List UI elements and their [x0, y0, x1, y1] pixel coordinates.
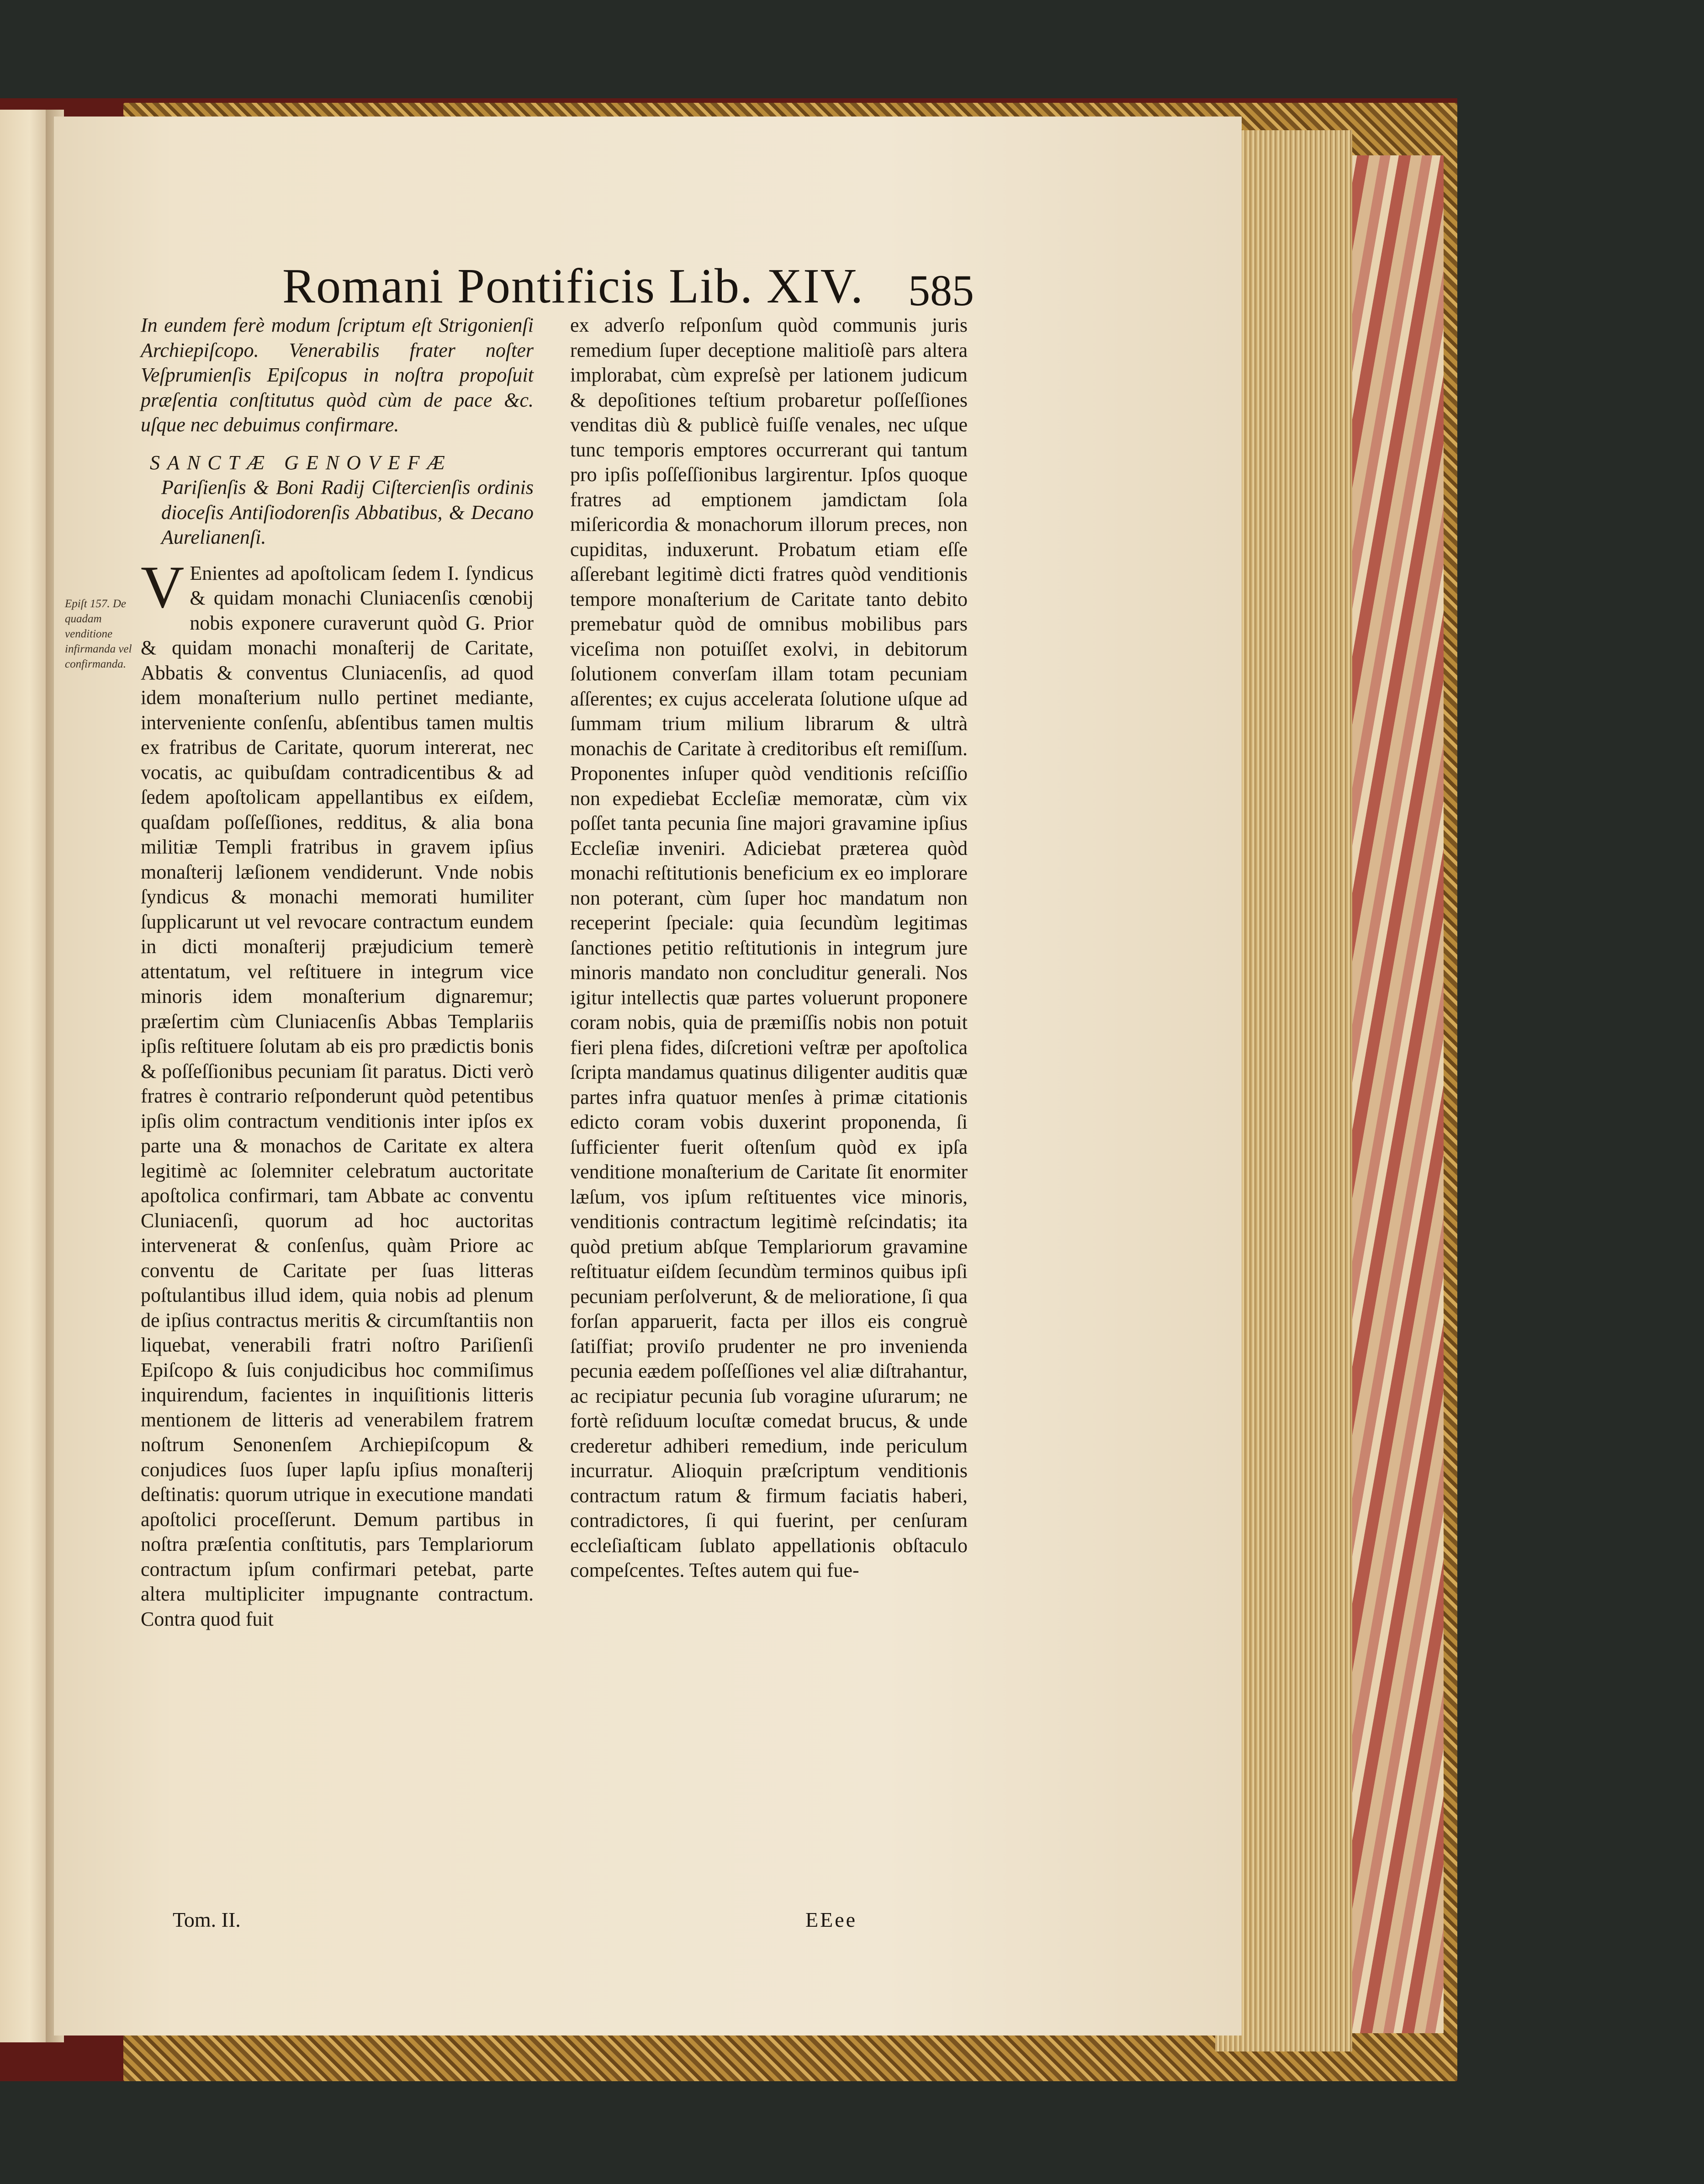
running-title: Romani Pontificis Lib. XIV. [282, 259, 864, 313]
addressee-rest: Pariſienſis & Boni Radij Ciſtercienſis ordinis dioceſis Antiſiodorenſis Abbatibus, & Decano Aurelianenſi. [161, 476, 534, 548]
letter-body-text: Enientes ad apoſtolicam ſedem I. ſyndicus & quidam monachi Cluniacenſis cœnobij nobis exponere curaverunt quòd G. Prior & quidam monachi monaſterij de Caritate, Abbatis & conventus Cluniacenſis, ad quod idem monaſterium nullo pertinet mediante, interveniente conſenſu, abſentibus tamen multis ex fratribus de Caritate, quorum intererat, nec vocatis, ac quibuſdam contradicentibus & ad ſedem apoſtolicam appellantibus ex eiſdem, quaſdam poſſeſſiones, redditus, & alia bona militiæ Templi fratribus in gravem ipſius monaſterij læſionem vendiderunt. Vnde nobis ſyndicus & monachi memorati humiliter ſupplicarunt ut vel revocare contractum eundem in dicti monaſterij præjudicium temerè attentatum, vel reſtituere in integrum vice minoris idem monaſterium dignaremur; præſertim cùm Cluniacenſis Abbas Templariis ipſis reſtituere ſolutam ab eis pro prædictis bonis & poſſeſſionibus pecuniam ſit paratus. Dicti verò fratres è contrario reſponderunt quòd petentibus ipſis olim contractum venditionis inter ipſos ex parte una & monachos de Caritate ex altera legitimè ac ſolemniter celebratum auctoritate apoſtolica confirmari, tam Abbate ac conventu Cluniacenſi, quorum ad hoc auctoritas intervenerat & conſenſus, quàm Priore ac conventu de Caritate per ſuas litteras poſtulantibus illud idem, quia nobis ad plenum de ipſius contractus meritis & circumſtantiis non liquebat, venerabili fratri noſtro Pariſienſi Epiſcopo & ſuis conjudicibus hoc commiſimus inquirendum, facientes in inquiſitionis litteris mentionem de litteris ad venerabilem fratrem noſtrum Senonenſem Archiepiſcopum & conjudices ſuos ſuper lapſu ipſius monaſterij deſtinatis: quorum utrique in executione mandati apoſtolici proceſſerunt. Demum partibus in noſtra præſentia conſtitutis, pars Templariorum contractum ipſum confirmari petebat, parte altera multipliciter impugnante contractum. Contra quod fuit [141, 562, 534, 1630]
addressee-caps: SANCTÆ GENOVEFÆ [150, 451, 452, 474]
letter-addressee [141, 451, 534, 550]
left-column [141, 313, 534, 1632]
volume-footer: Tom. II. [173, 1908, 241, 1931]
incipit-paragraph: In eundem ferè modum ſcriptum eſt Strigonienſi Archiepiſcopo. Venerabilis frater noſter Veſprumienſis Epiſcopus in noſtra propoſuit præſentia conſtitutus quòd cùm de pace &c. uſque nec debuimus confirmare. [141, 314, 534, 436]
letter-body [141, 553, 534, 1632]
book-page [54, 117, 1242, 2036]
signature-mark: EEee [805, 1908, 857, 1931]
page-number: 585 [908, 266, 974, 315]
right-column [570, 313, 968, 1583]
margin-note: Epiſt 157. De quadam venditione infirmanda vel confirmanda. [65, 598, 132, 670]
marbled-edge [1339, 155, 1444, 2033]
right-column-text: ex adverſo reſponſum quòd communis juris remedium ſuper deceptione malitioſè pars altera implorabat, cùm expreſsè per lationem judicum & depoſitiones teſtium probaretur poſſeſſiones venditas diù & publicè fuiſſe venales, nec uſque tunc temporis emptores occurrerant qui tantum pro ipſis poſſeſſionibus largirentur. Ipſos quoque fratres ad emptionem jamdictam ſola miſericordia & monachorum illorum preces, non cupiditas, induxerunt. Probatum etiam eſſe aſſerebant legitimè dicti fratres quòd venditionis tempore monaſterium de Caritate tanto debito premebatur quòd de omnibus mobilibus pars viceſima non potuiſſet exolvi, in debitorum ſolutionem converſam illam totam pecuniam aſſerentes; ex cujus accelerata ſolutione uſque ad ſummam trium milium librarum & ultrà monachis de Caritate à creditoribus eſt remiſſum. Proponentes inſuper quòd venditionis reſciſſio non expediebat Eccleſiæ memoratæ, cùm vix poſſet tanta pecunia ſine majori gravamine ipſius Eccleſiæ inveniri. Adiciebat præterea quòd monachi reſtitutionis beneficium ex eo implorare non poterant, cùm ſuper hoc mandatum non receperint ſpeciale: quia ſecundùm legitimas ſanctiones petitio reſtitutionis in integrum jure minoris mandato non concluditur generali. Nos igitur intellectis quæ partes voluerunt proponere coram nobis, quia de præmiſſis nobis non potuit fieri plena fides, diſcretioni veſtræ per apoſtolica ſcripta mandamus quatinus diligenter auditis quæ partes infra quatuor menſes à primæ citationis edicto coram vobis duxerint proponenda, ſi ſufficienter fuerit oſtenſum quòd ex ipſa venditione monaſterium de Caritate ſit enormiter læſum, vos ipſum reſtituentes vice minoris, venditionis contractum legitimè reſcindatis; ita quòd pretium abſque Templariorum gravamine reſtituatur eiſdem ſecundùm terminos quibus ipſi pecuniam perſolverunt, & de melioratione, ſi qua forſan apparuerit, facta per illos eis congruè ſatiſfiat; proviſo prudenter ne pro invenienda pecunia eædem poſſeſſiones vel aliæ diſtrahantur, ac recipiatur pecunia ſub voragine uſurarum; ne fortè reſiduum locuſtæ comedat brucus, & unde crederetur adhiberi remedium, inde periculum incurratur. Alioquin præſcriptum venditionis contractum ratum & firmum faciatis haberi, contradictores, ſi qui fuerint, per cenſuram eccleſiaſticam ſublato appellationis obſtaculo compeſcentes. Teſtes autem qui fue- [570, 314, 968, 1581]
drop-cap: V [141, 553, 185, 620]
